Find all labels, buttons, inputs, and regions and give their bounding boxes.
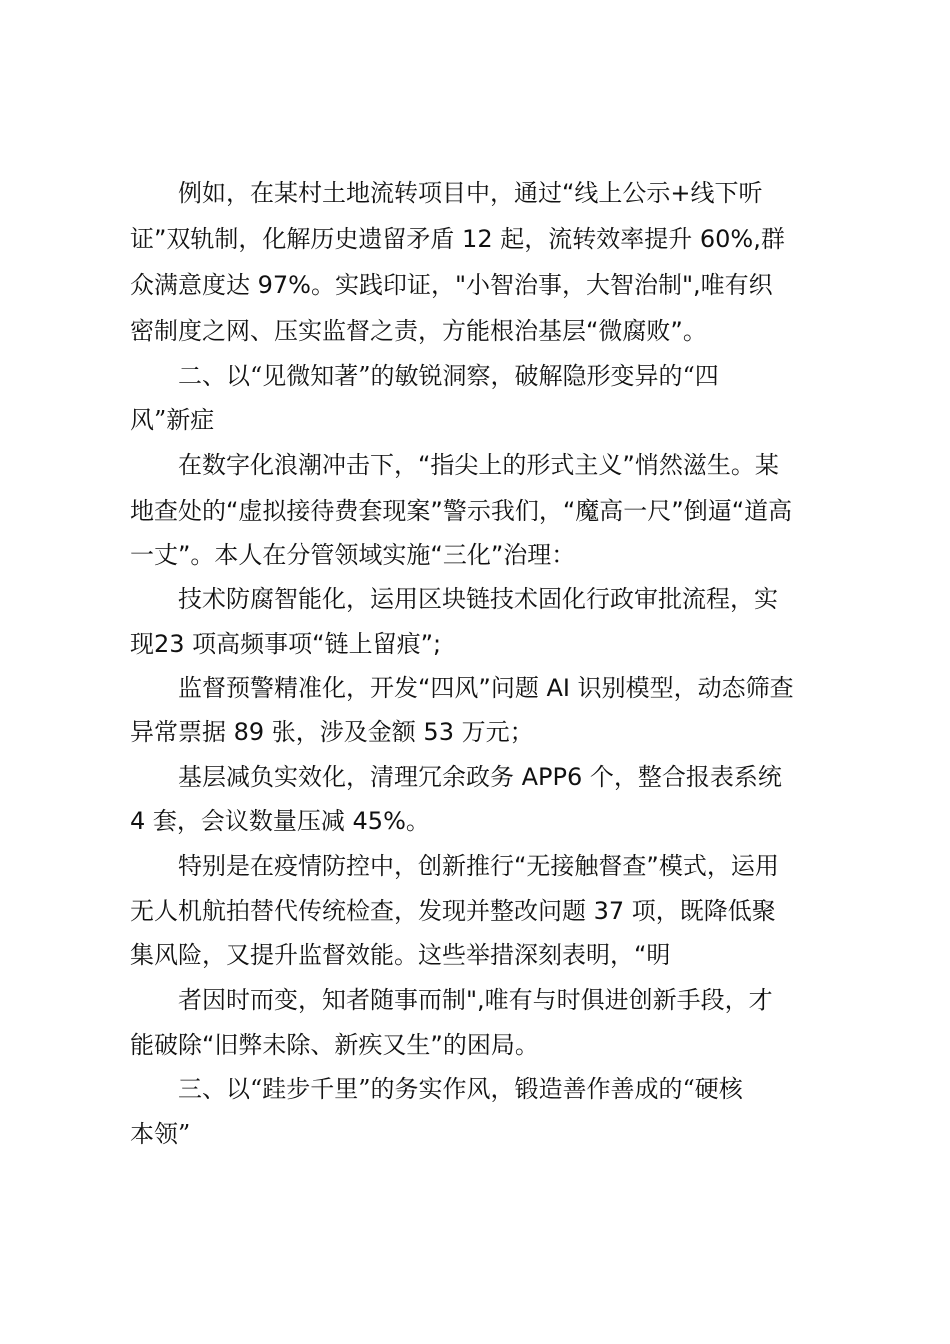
paragraph-line: 众满意度达 97%。实践印证，"小智治事，大智治制",唯有织: [130, 271, 773, 299]
paragraph-line: 者因时而变，知者随事而制",唯有与时俱进创新手段，才: [178, 986, 773, 1014]
paragraph-line: 特别是在疫情防控中，创新推行“无接触督查”模式，运用: [178, 852, 779, 880]
paragraph-line: 证”双轨制，化解历史遗留矛盾 12 起，流转效率提升 60%,群: [130, 225, 785, 253]
paragraph-line: 在数字化浪潮冲击下，“指尖上的形式主义”悄然滋生。某: [178, 451, 779, 479]
paragraph-line: 技术防腐智能化，运用区块链技术固化行政审批流程，实: [178, 585, 778, 613]
paragraph-line: 密制度之网、压实监督之责，方能根治基层“微腐败”。: [130, 317, 707, 345]
paragraph-line: 集风险，又提升监督效能。这些举措深刻表明，“明: [130, 941, 671, 969]
paragraph-line: 能破除“旧弊未除、新疾又生”的困局。: [130, 1031, 539, 1059]
paragraph-line: 监督预警精准化，开发“四风”问题 AI 识别模型，动态筛查: [178, 674, 794, 702]
paragraph-line: 一丈”。本人在分管领域实施“三化”治理：: [130, 541, 576, 569]
paragraph-line: 例如，在某村土地流转项目中，通过“线上公示+线下听: [178, 179, 763, 207]
section-heading-2: 二、以“见微知著”的敏锐洞察，破解隐形变异的“四: [178, 362, 719, 390]
paragraph-line: 4 套，会议数量压减 45%。: [130, 807, 430, 835]
paragraph-line: 地查处的“虚拟接待费套现案”警示我们，“魔高一尺”倒逼“道高: [130, 497, 793, 525]
paragraph-line: 无人机航拍替代传统检查，发现并整改问题 37 项，既降低聚: [130, 897, 776, 925]
paragraph-line: 异常票据 89 张，涉及金额 53 万元；: [130, 718, 534, 746]
paragraph-line: 现23 项高频事项“链上留痕”;: [130, 630, 442, 658]
paragraph-line: 基层减负实效化，清理冗余政务 APP6 个，整合报表系统: [178, 763, 782, 791]
section-heading-3: 三、以“跬步千里”的务实作风，锻造善作善成的“硬核: [178, 1075, 743, 1103]
section-heading-2-cont: 风”新症: [130, 406, 215, 434]
section-heading-3-cont: 本领”: [130, 1120, 191, 1148]
